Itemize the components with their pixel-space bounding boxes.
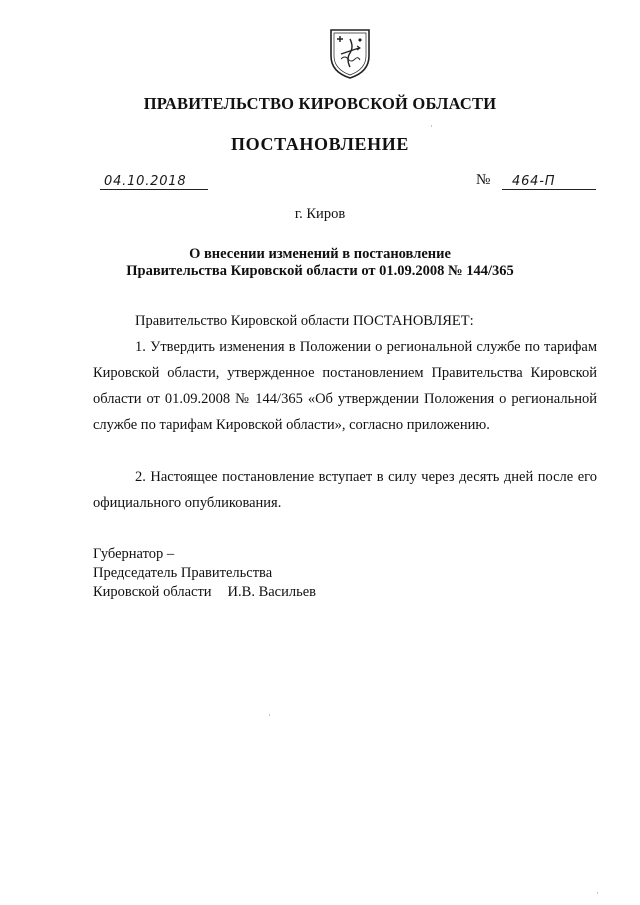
document-date-field (100, 172, 208, 192)
signer-position-1: Губернатор – (93, 546, 175, 562)
paragraph-1: 1. Утвердить изменения в Положении о региональной службе по тарифам Кировской области, утвержденное постановлением Правительства Кировской области от 01.09.2008 № 144/365 «Об утверждении Положения о региональной службе по тарифам Кировской области», согласно приложению. (93, 339, 597, 433)
signer-position-3-row (93, 583, 316, 602)
document-number: 464-П (512, 174, 556, 189)
number-underline (502, 189, 596, 190)
paragraph-2: 2. Настоящее постановление вступает в силу через десять дней после его официального опубликования. (93, 469, 597, 511)
preamble-text: Правительство Кировской области ПОСТАНОВЛЯЕТ: (135, 313, 474, 329)
government-title: ПРАВИТЕЛЬСТВО КИРОВСКОЙ ОБЛАСТИ (143, 94, 497, 113)
scan-speck: · (430, 121, 433, 131)
document-subject (0, 246, 640, 280)
document-number-field (476, 172, 596, 192)
signature-block (93, 545, 316, 602)
city-name: г. Киров (294, 206, 346, 222)
subject-line-2: Правительства Кировской области от 01.09.2008 № 144/365 (126, 263, 514, 279)
number-sign: № (476, 172, 491, 188)
subject-line-1: О внесении изменений в постановление (189, 246, 451, 262)
document-date: 04.10.2018 (104, 174, 187, 189)
date-underline (100, 189, 208, 190)
signer-position-2: Председатель Правительства (93, 565, 273, 581)
signer-region: Кировской области (93, 584, 212, 600)
kirov-coat-of-arms-icon (327, 26, 373, 80)
scan-speck: · (596, 888, 599, 898)
scan-speck: · (268, 710, 271, 720)
document-type-title: ПОСТАНОВЛЕНИЕ (231, 134, 409, 154)
signer-name: И.В. Васильев (227, 584, 316, 600)
